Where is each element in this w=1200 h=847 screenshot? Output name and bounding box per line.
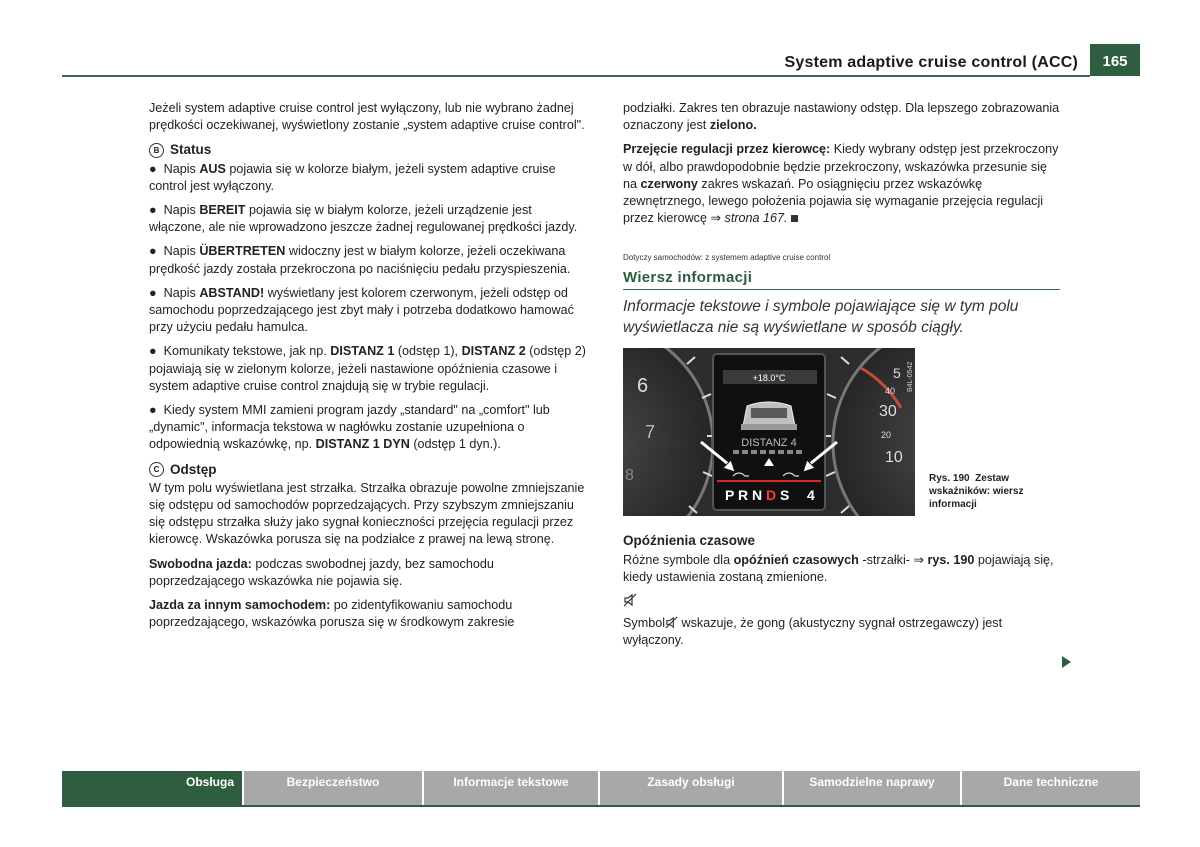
applies-note: Dotyczy samochodów: z systemem adaptive cruise control xyxy=(623,253,831,263)
continue-arrow-icon xyxy=(1062,656,1071,668)
page-header xyxy=(62,44,1140,76)
right-gauge-number: 10 xyxy=(885,448,903,466)
bullet-ubertreten: ● Napis ÜBERTRETEN widoczny jest w białym kolorze, jeżeli oczekiwana prędkość jazdy została przekroczona po naciśnięciu pedału przyspieszenia. xyxy=(149,244,571,276)
tab-informacje-tekstowe[interactable]: Informacje tekstowe xyxy=(424,771,600,807)
gear-indicator: P R N D S xyxy=(725,486,790,503)
following-paragraph: Jazda za innym samochodem: po zidentyfikowaniu samochodu poprzedzającego, wskazówka porusza się w środkowym zakresie xyxy=(149,598,515,630)
page-title: System adaptive cruise control (ACC) xyxy=(784,54,1078,71)
temperature-readout: +18.0°C xyxy=(752,372,786,383)
takeover-paragraph: Przejęcie regulacji przez kierowcę: Kiedy wybrany odstęp jest przekroczony w dół, albo prawdopodobnie będzie przekroczony, wskazówka przesunie się na czerwony zakres wskazań. Po osiągnięciu przez wskazówkę zewnętrznego, lewego położenia pojawia się wymaganie przejęcia regulacji przez kierowcę ⇒ strona 167. xyxy=(623,142,1059,226)
page-number: 165 xyxy=(1090,44,1140,76)
free-driving-paragraph: Swobodna jazda: podczas swobodnej jazdy, bez samochodu poprzedzającego wskazówka nie pojawia się. xyxy=(149,556,494,588)
intro-paragraph: Jeżeli system adaptive cruise control jest wyłączony, lub nie wybrano żadnej prędkości oczekiwanej, wyświetlony zostanie „system adaptive cruise control". xyxy=(149,101,585,133)
tab-samodzielne-naprawy[interactable]: Samodzielne naprawy xyxy=(784,771,962,807)
gear-number: 4 xyxy=(807,486,815,503)
delay-heading: Opóźnienia czasowe xyxy=(623,532,756,548)
figure-caption xyxy=(929,472,1059,511)
image-code: B4L-0542 xyxy=(907,361,914,392)
tab-obsluga[interactable]: Obsługa xyxy=(62,771,244,807)
figure-caption-text: Zestaw wskaźników: wiersz informacji xyxy=(929,472,1024,510)
left-gauge-number: 8 xyxy=(625,466,634,484)
delay-paragraph: Różne symbole dla opóźnień czasowych -strzałki- ⇒ rys. 190 pojawiają się, kiedy ustawienia zostaną zmienione. xyxy=(623,553,1054,585)
end-square-icon xyxy=(791,215,798,222)
right-gauge-number: 5 xyxy=(893,364,901,381)
distance-paragraph: W tym polu wyświetlana jest strzałka. Strzałka obrazuje powolne zmniejszanie się odstępu od samochodów poprzedzających. Przy szybszym zmniejszaniu się odstępu strzałka służy jako sygnał konieczności przejęcia regulacji przez kierowcę. Wskazówka porusza się na podziałce z prawej na lewą stronę. xyxy=(149,480,585,547)
left-gauge-number: 7 xyxy=(645,421,656,442)
figure-reference-link[interactable]: rys. 190 xyxy=(927,553,975,568)
gong-off-icon xyxy=(665,616,678,629)
right-column xyxy=(623,100,1060,656)
car-icon xyxy=(741,402,797,430)
red-divider xyxy=(717,480,821,482)
bullet-abstand: ● Napis ABSTAND! wyświetlany jest kolorem czerwonym, jeżeli odstęp od samochodu poprzedzającego jest zbyt mały i potrzeba dodatkowo hamować przy użyciu pedału hamulca. xyxy=(149,285,574,335)
bullet-bereit: ● Napis BEREIT pojawia się w białym kolorze, jeżeli urządzenie jest włączone, ale nie wprowadzono jeszcze żadnej regulowanej prędkości jazdy. xyxy=(149,203,578,235)
tab-dane-techniczne[interactable]: Dane techniczne xyxy=(962,771,1140,807)
tab-zasady-obslugi[interactable]: Zasady obsługi xyxy=(600,771,784,807)
left-column xyxy=(149,100,589,638)
distance-heading xyxy=(149,461,589,478)
bullet-distanz: ● Komunikaty tekstowe, jak np. DISTANZ 1 (odstęp 1), DISTANZ 2 (odstęp 2) pojawiają się w zielonym kolorze, jeżeli nastawione opóźnienia czasowe i system adaptive cruise control znajdują się w trybie regulacji. xyxy=(149,344,586,393)
bullet-aus: ● Napis AUS pojawia się w kolorze białym, jeżeli system adaptive cruise control jest wyłączony. xyxy=(149,161,556,193)
tab-bezpieczenstwo[interactable]: Bezpieczeństwo xyxy=(244,771,424,807)
right-gauge-number: 30 xyxy=(879,402,897,420)
instrument-cluster-image xyxy=(623,348,915,516)
figure-caption-label: Rys. 190 xyxy=(929,472,970,484)
cluster-svg xyxy=(623,348,915,516)
continuation-paragraph: podziałki. Zakres ten obrazuje nastawiony odstęp. Dla lepszego zobrazowania oznaczony jest zielono. xyxy=(623,101,1060,133)
footer-nav xyxy=(62,771,1140,807)
right-gauge-number: 40 xyxy=(885,385,896,396)
section-title: Wiersz informacji xyxy=(623,269,1060,290)
bullet-mmi: ● Kiedy system MMI zamieni program jazdy „standard" na „comfort" lub „dynamic", informacja tekstowa w nagłówku zostanie uzupełniona o odpowiednią wskazówkę, np. DISTANZ 1 DYN (odstęp 1 dyn.). xyxy=(149,403,550,452)
marker-c-icon: C xyxy=(149,462,164,477)
distance-heading-label: Odstęp xyxy=(170,461,217,477)
figure-190 xyxy=(623,348,1060,518)
distance-label: DISTANZ 4 xyxy=(741,436,797,449)
gong-off-icon xyxy=(623,593,1060,612)
footer-rule xyxy=(62,805,1140,807)
gong-paragraph: Symbol wskazuje, że gong (akustyczny sygnał ostrzegawczy) jest wyłączony. xyxy=(623,615,1003,647)
right-gauge-number: 20 xyxy=(881,429,892,440)
header-rule xyxy=(62,75,1090,77)
status-heading xyxy=(149,141,589,158)
status-heading-label: Status xyxy=(170,142,212,158)
left-gauge-number: 6 xyxy=(637,374,649,397)
page-reference-link[interactable]: strona 167. xyxy=(724,211,788,226)
section-intro: Informacje tekstowe i symbole pojawiające się w tym polu wyświetlacza nie są wyświetlane w sposób ciągły. xyxy=(623,297,1019,336)
marker-b-icon: B xyxy=(149,143,164,158)
